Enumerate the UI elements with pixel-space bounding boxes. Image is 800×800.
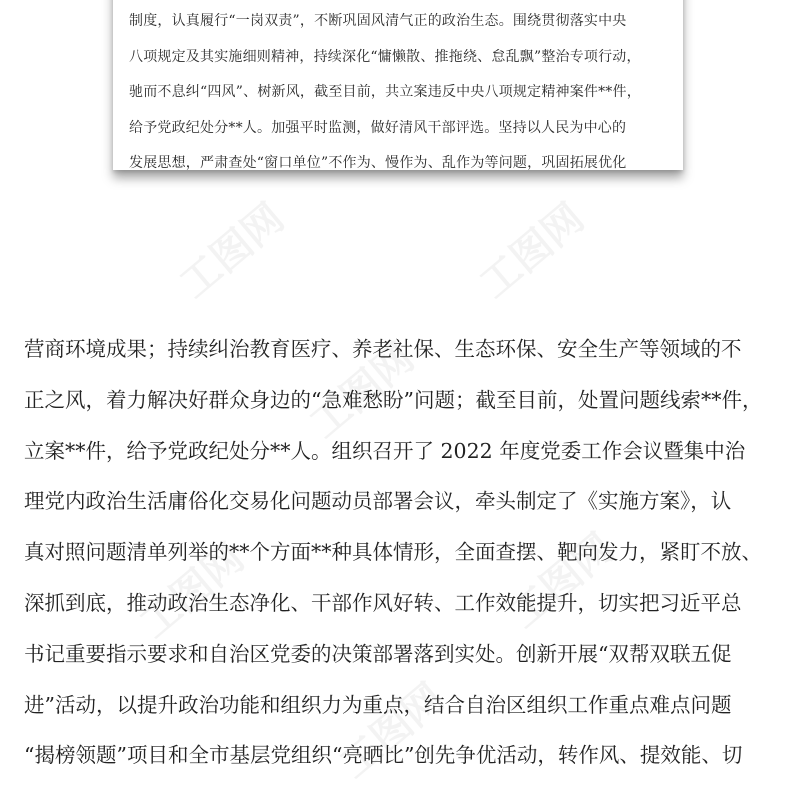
card-text-line: 驰而不息纠“四风”、树新风，截至目前，共立案违反中央八项规定精神案件**件， <box>129 84 641 100</box>
body-text-line: 理党内政治生活庸俗化交易化问题动员部署会议，牵头制定了《实施方案》，认 <box>24 489 732 514</box>
page-preview-text <box>129 4 677 170</box>
body-text-line: 书记重要指示要求和自治区党委的决策部署落到实处。创新开展“双帮双联五促 <box>24 641 732 666</box>
card-text-line: 发展思想，严肃查处“窗口单位”不作为、慢作为、乱作为等问题，巩固拓展优化 <box>129 155 627 170</box>
watermark: 工图网 <box>331 674 453 788</box>
watermark: 工图网 <box>131 534 253 648</box>
body-text-line: 营商环境成果；持续纠治教育医疗、养老社保、生态环保、安全生产等领域的不 <box>24 337 742 361</box>
watermark: 工图网 <box>501 524 623 638</box>
body-text-line: 正之风，着力解决好群众身边的“急难愁盼”问题；截至目前，处置问题线索**件， <box>24 387 763 412</box>
watermark: 工图网 <box>471 194 593 308</box>
card-text-line: 制度，认真履行“一岗双责”，不断巩固风清气正的政治生态。围绕贯彻落实中央 <box>129 13 627 29</box>
card-text-line: 给予党政纪处分**人。加强平时监测，做好清风干部评选。坚持以人民为中心的 <box>129 119 627 136</box>
body-text-line: “揭榜领题”项目和全市基层党组织“亮晒比”创先争优活动，转作风、提效能、切 <box>24 743 743 768</box>
watermark: 工图网 <box>171 194 293 308</box>
document-body <box>24 324 784 781</box>
body-text-line: 立案**件，给予党政纪处分**人。组织召开了 2022 年度党委工作会议暨集中治 <box>24 438 746 463</box>
watermark: 工图网 <box>301 334 423 448</box>
page-preview-card <box>113 0 683 170</box>
card-text-line: 八项规定及其实施细则精神，持续深化“慵懒散、推拖绕、怠乱飘”整治专项行动， <box>129 48 641 65</box>
body-text-line: 进”活动，以提升政治功能和组织力为重点，结合自治区组织工作重点难点问题 <box>24 692 732 717</box>
body-text-line: 真对照问题清单列举的**个方面**种具体情形，全面查摆、靶向发力，紧盯不放、 <box>24 540 762 565</box>
body-text-line: 深抓到底，推动政治生态净化、干部作风好转、工作效能提升，切实把习近平总 <box>24 590 742 615</box>
